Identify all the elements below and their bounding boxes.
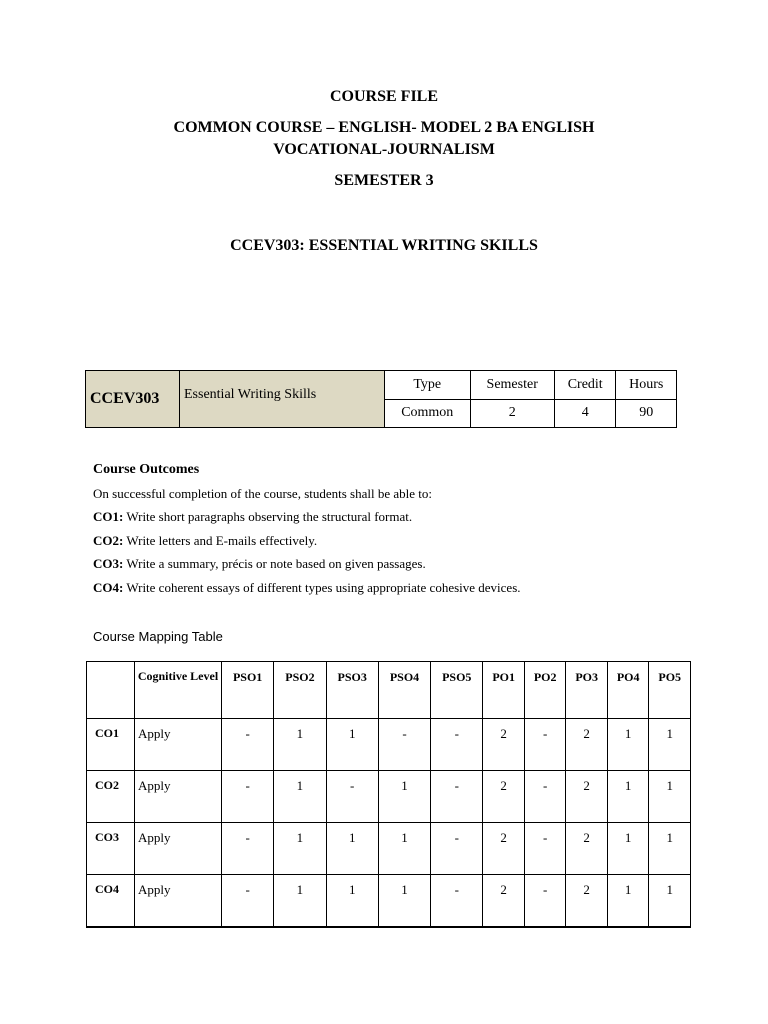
course-info-table xyxy=(85,370,677,428)
header-hours: Hours xyxy=(616,371,677,400)
outcome-item xyxy=(93,529,521,553)
mapping-value: 1 xyxy=(649,823,691,875)
mapping-header-row xyxy=(87,662,691,719)
co-label: CO4 xyxy=(87,875,135,928)
value-credit: 4 xyxy=(554,399,616,428)
outcome-item xyxy=(93,505,521,529)
cognitive-level-header: Cognitive Level xyxy=(135,662,222,719)
cognitive-level: Apply xyxy=(135,719,222,771)
mapping-value: - xyxy=(326,771,378,823)
outcome-label: CO4: xyxy=(93,579,124,595)
table-row xyxy=(87,875,691,928)
mapping-value: 1 xyxy=(326,719,378,771)
mapping-value: - xyxy=(431,771,483,823)
value-semester: 2 xyxy=(470,399,554,428)
cognitive-level: Apply xyxy=(135,823,222,875)
col-header-pso4: PSO4 xyxy=(378,662,430,719)
mapping-value: 1 xyxy=(607,875,649,928)
outcomes-intro: On successful completion of the course, students shall be able to: xyxy=(93,485,433,501)
co-label: CO3 xyxy=(87,823,135,875)
outcome-label: CO1: xyxy=(93,509,124,524)
col-header-pso5: PSO5 xyxy=(431,662,483,719)
col-header-pso3: PSO3 xyxy=(326,662,378,719)
mapping-value: - xyxy=(524,771,566,823)
course-code-cell: CCEV303 xyxy=(86,371,180,428)
mapping-value: 1 xyxy=(607,823,649,875)
col-header-po2: PO2 xyxy=(524,662,566,719)
mapping-value: 1 xyxy=(649,719,691,771)
mapping-value: 1 xyxy=(607,719,649,771)
mapping-value: - xyxy=(431,719,483,771)
table-row xyxy=(87,771,691,823)
mapping-value: 2 xyxy=(483,875,525,928)
semester-heading: SEMESTER 3 xyxy=(334,172,434,189)
mapping-value: - xyxy=(524,719,566,771)
co-label: CO1 xyxy=(87,719,135,771)
value-type: Common xyxy=(385,399,471,428)
table-row xyxy=(87,823,691,875)
col-header-pso2: PSO2 xyxy=(274,662,326,719)
course-heading-line1: COMMON COURSE – ENGLISH- MODEL 2 BA ENGLISH xyxy=(173,119,595,136)
mapping-value: 1 xyxy=(326,875,378,928)
outcome-label: CO3: xyxy=(93,556,124,571)
mapping-value: 1 xyxy=(274,771,326,823)
outcomes-heading: Course Outcomes xyxy=(93,462,200,477)
cognitive-level: Apply xyxy=(135,875,222,928)
course-outcomes xyxy=(93,458,521,599)
header-semester: Semester xyxy=(470,371,554,400)
mapping-value: - xyxy=(431,875,483,928)
course-mapping-table xyxy=(86,661,691,928)
mapping-value: - xyxy=(524,875,566,928)
mapping-value: 1 xyxy=(378,875,430,928)
mapping-value: - xyxy=(222,823,274,875)
outcome-item xyxy=(93,576,521,600)
mapping-body xyxy=(87,719,691,928)
outcome-item xyxy=(93,552,521,576)
mapping-value: 2 xyxy=(483,719,525,771)
course-title-cell: Essential Writing Skills xyxy=(180,371,385,428)
mapping-value: 1 xyxy=(274,875,326,928)
corner-cell xyxy=(87,662,135,719)
mapping-value: - xyxy=(378,719,430,771)
mapping-value: 1 xyxy=(649,771,691,823)
outcome-text: Write letters and E-mails effectively. xyxy=(123,532,318,548)
mapping-value: - xyxy=(222,719,274,771)
mapping-table-title: Course Mapping Table xyxy=(93,629,223,644)
doc-title: COURSE FILE xyxy=(329,88,439,105)
value-hours: 90 xyxy=(616,399,677,428)
mapping-value: 1 xyxy=(274,719,326,771)
mapping-value: 2 xyxy=(566,875,608,928)
mapping-value: - xyxy=(431,823,483,875)
mapping-value: 2 xyxy=(483,823,525,875)
course-heading-line2: VOCATIONAL-JOURNALISM xyxy=(273,141,495,158)
header-credit: Credit xyxy=(554,371,616,400)
mapping-value: 2 xyxy=(566,719,608,771)
col-header-po4: PO4 xyxy=(607,662,649,719)
outcome-text: Write coherent essays of different types using appropriate cohesive devices. xyxy=(123,579,521,595)
course-code-heading: CCEV303: ESSENTIAL WRITING SKILLS xyxy=(230,237,538,254)
mapping-value: - xyxy=(222,875,274,928)
mapping-value: - xyxy=(222,771,274,823)
mapping-value: 2 xyxy=(566,771,608,823)
mapping-value: 2 xyxy=(483,771,525,823)
mapping-value: 1 xyxy=(274,823,326,875)
mapping-value: 1 xyxy=(607,771,649,823)
mapping-value: 2 xyxy=(566,823,608,875)
col-header-po3: PO3 xyxy=(566,662,608,719)
mapping-value: 1 xyxy=(378,823,430,875)
outcome-text: Write a summary, précis or note based on given passages. xyxy=(123,556,426,571)
outcome-text: Write short paragraphs observing the structural format. xyxy=(123,509,413,524)
col-header-po5: PO5 xyxy=(649,662,691,719)
co-label: CO2 xyxy=(87,771,135,823)
cognitive-level: Apply xyxy=(135,771,222,823)
header-type: Type xyxy=(385,371,471,400)
col-header-pso1: PSO1 xyxy=(222,662,274,719)
mapping-value: 1 xyxy=(378,771,430,823)
outcome-label: CO2: xyxy=(93,532,124,548)
mapping-value: 1 xyxy=(649,875,691,928)
mapping-value: 1 xyxy=(326,823,378,875)
table-row xyxy=(87,719,691,771)
col-header-po1: PO1 xyxy=(483,662,525,719)
mapping-value: - xyxy=(524,823,566,875)
